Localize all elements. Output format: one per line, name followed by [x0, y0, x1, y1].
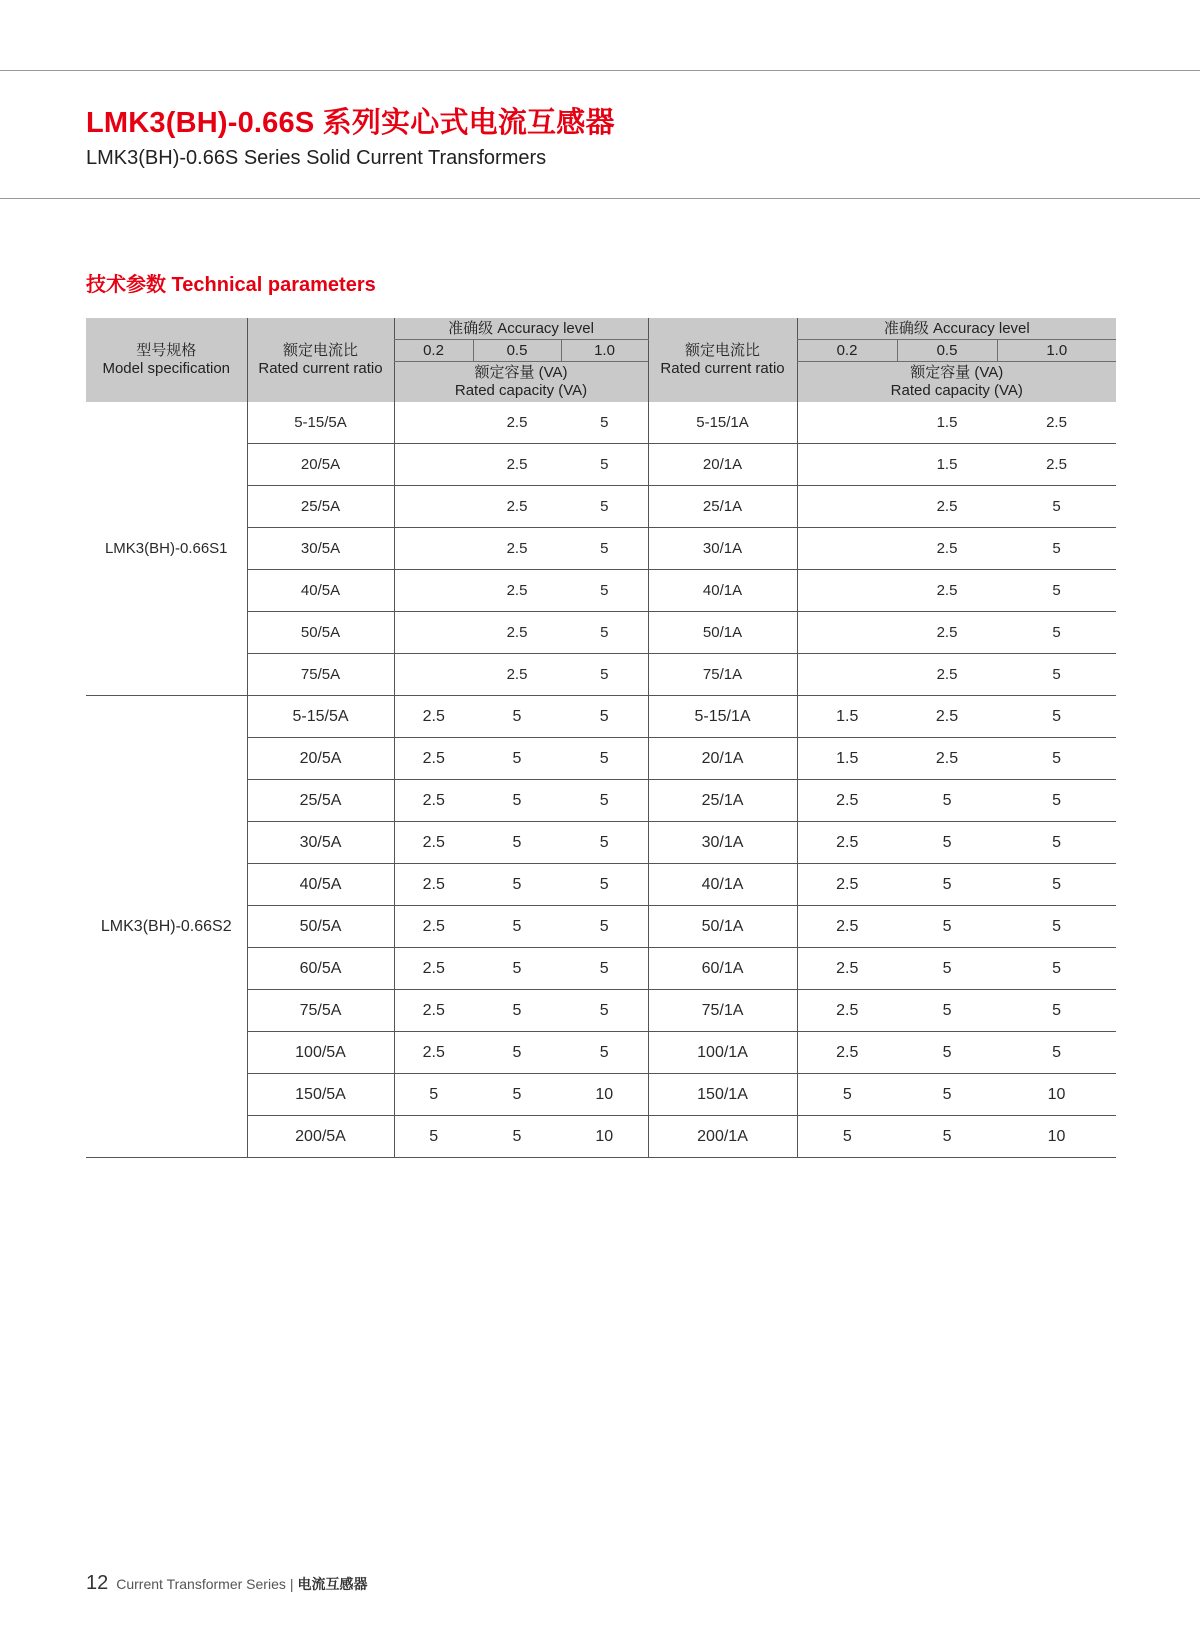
cell-cap-0-2-1a: 2.5: [797, 990, 897, 1032]
header-level-0-5-1a: 0.5: [897, 340, 997, 362]
cell-cap-0-5-1a: 5: [897, 1032, 997, 1074]
cell-cap-1-0-1a: 2.5: [997, 444, 1116, 486]
cell-ratio-5a: 150/5A: [247, 1074, 394, 1116]
page-footer: [86, 1572, 368, 1595]
cell-cap-0-2-5a: [394, 486, 473, 528]
cell-cap-1-0-5a: 5: [561, 738, 648, 780]
cell-cap-1-0-1a: 5: [997, 696, 1116, 738]
cell-ratio-1a: 150/1A: [648, 1074, 797, 1116]
header-level-1-0-1a: 1.0: [997, 340, 1116, 362]
cell-cap-0-5-5a: 5: [473, 948, 561, 990]
cell-cap-0-2-1a: [797, 654, 897, 696]
cell-ratio-5a: 5-15/5A: [247, 402, 394, 444]
cell-ratio-5a: 20/5A: [247, 738, 394, 780]
cell-cap-0-5-5a: 2.5: [473, 402, 561, 444]
cell-cap-0-2-5a: 2.5: [394, 948, 473, 990]
cell-cap-0-2-1a: [797, 612, 897, 654]
cell-cap-0-2-1a: 2.5: [797, 1032, 897, 1074]
cell-cap-1-0-5a: 5: [561, 948, 648, 990]
cell-ratio-5a: 25/5A: [247, 780, 394, 822]
cell-cap-0-5-1a: 2.5: [897, 696, 997, 738]
cell-cap-1-0-1a: 5: [997, 654, 1116, 696]
cell-cap-0-5-5a: 2.5: [473, 654, 561, 696]
cell-cap-0-2-5a: [394, 654, 473, 696]
cell-cap-0-2-1a: [797, 486, 897, 528]
cell-cap-0-2-1a: 5: [797, 1074, 897, 1116]
cell-cap-0-2-1a: 2.5: [797, 948, 897, 990]
cell-cap-0-5-5a: 5: [473, 1074, 561, 1116]
cell-ratio-5a: 50/5A: [247, 906, 394, 948]
cell-cap-0-2-1a: 2.5: [797, 864, 897, 906]
cell-cap-1-0-1a: 5: [997, 990, 1116, 1032]
cell-cap-0-2-5a: 5: [394, 1074, 473, 1116]
cell-cap-1-0-5a: 5: [561, 486, 648, 528]
cell-ratio-5a: 100/5A: [247, 1032, 394, 1074]
cell-cap-1-0-5a: 5: [561, 1032, 648, 1074]
cell-ratio-5a: 60/5A: [247, 948, 394, 990]
cell-cap-0-5-1a: 5: [897, 780, 997, 822]
cell-cap-0-5-5a: 5: [473, 864, 561, 906]
cell-cap-1-0-5a: 5: [561, 906, 648, 948]
cell-ratio-1a: 20/1A: [648, 444, 797, 486]
cell-cap-0-5-5a: 5: [473, 990, 561, 1032]
cell-cap-0-5-1a: 2.5: [897, 486, 997, 528]
cell-cap-1-0-5a: 5: [561, 654, 648, 696]
cell-cap-0-5-1a: 1.5: [897, 444, 997, 486]
model-specification-cell: LMK3(BH)-0.66S2: [86, 696, 247, 1158]
page-title-cn: LMK3(BH)-0.66S 系列实心式电流互感器: [86, 107, 615, 139]
cell-ratio-5a: 25/5A: [247, 486, 394, 528]
cell-cap-1-0-5a: 5: [561, 822, 648, 864]
cell-cap-0-2-1a: 2.5: [797, 822, 897, 864]
cell-cap-0-2-5a: 2.5: [394, 1032, 473, 1074]
footer-separator: |: [289, 1576, 294, 1592]
cell-cap-0-2-1a: 1.5: [797, 696, 897, 738]
cell-cap-0-5-5a: 2.5: [473, 486, 561, 528]
cell-cap-1-0-5a: 10: [561, 1116, 648, 1158]
cell-ratio-1a: 75/1A: [648, 990, 797, 1032]
cell-cap-0-2-1a: [797, 444, 897, 486]
cell-cap-1-0-5a: 10: [561, 1074, 648, 1116]
cell-cap-0-2-1a: [797, 402, 897, 444]
header-accuracy-level-1a: 准确级 Accuracy level: [797, 318, 1116, 340]
cell-cap-0-5-5a: 5: [473, 906, 561, 948]
cell-cap-1-0-5a: 5: [561, 780, 648, 822]
cell-cap-1-0-5a: 5: [561, 990, 648, 1032]
cell-ratio-1a: 50/1A: [648, 906, 797, 948]
cell-ratio-1a: 40/1A: [648, 864, 797, 906]
cell-ratio-5a: 200/5A: [247, 1116, 394, 1158]
cell-cap-1-0-5a: 5: [561, 570, 648, 612]
cell-cap-1-0-1a: 5: [997, 738, 1116, 780]
cell-cap-0-5-1a: 2.5: [897, 738, 997, 780]
cell-ratio-1a: 40/1A: [648, 570, 797, 612]
cell-ratio-1a: 200/1A: [648, 1116, 797, 1158]
header-rated-capacity-1a: 额定容量 (VA) Rated capacity (VA): [797, 362, 1116, 403]
cell-cap-1-0-5a: 5: [561, 444, 648, 486]
cell-cap-0-5-5a: 5: [473, 738, 561, 780]
cell-cap-1-0-1a: 5: [997, 864, 1116, 906]
header-rated-current-ratio-1a: 额定电流比 Rated current ratio: [648, 318, 797, 402]
cell-ratio-1a: 100/1A: [648, 1032, 797, 1074]
cell-ratio-1a: 75/1A: [648, 654, 797, 696]
cell-ratio-1a: 30/1A: [648, 822, 797, 864]
cell-ratio-1a: 50/1A: [648, 612, 797, 654]
cell-cap-1-0-5a: 5: [561, 528, 648, 570]
cell-cap-0-2-5a: [394, 612, 473, 654]
cell-cap-0-2-1a: [797, 570, 897, 612]
header-accuracy-level-5a: 准确级 Accuracy level: [394, 318, 648, 340]
cell-ratio-1a: 25/1A: [648, 780, 797, 822]
cell-ratio-1a: 30/1A: [648, 528, 797, 570]
cell-cap-0-2-5a: 5: [394, 1116, 473, 1158]
cell-cap-1-0-5a: 5: [561, 696, 648, 738]
cell-cap-1-0-1a: 5: [997, 570, 1116, 612]
cell-cap-0-5-1a: 2.5: [897, 528, 997, 570]
cell-cap-0-2-5a: 2.5: [394, 864, 473, 906]
table-row: [86, 402, 1116, 444]
page-number: 12: [86, 1572, 109, 1594]
header-bottom-rule: [0, 198, 1200, 199]
cell-cap-0-2-1a: 5: [797, 1116, 897, 1158]
top-rule: [0, 70, 1200, 71]
cell-cap-0-5-1a: 5: [897, 1074, 997, 1116]
cell-cap-1-0-5a: 5: [561, 402, 648, 444]
cell-ratio-1a: 60/1A: [648, 948, 797, 990]
cell-cap-1-0-1a: 5: [997, 780, 1116, 822]
cell-cap-0-5-1a: 5: [897, 906, 997, 948]
cell-cap-0-5-5a: 2.5: [473, 612, 561, 654]
page-title-en: LMK3(BH)-0.66S Series Solid Current Transformers: [86, 147, 547, 169]
table-body: [86, 402, 1116, 1158]
cell-cap-0-2-1a: [797, 528, 897, 570]
cell-ratio-5a: 5-15/5A: [247, 696, 394, 738]
cell-cap-0-2-5a: 2.5: [394, 906, 473, 948]
cell-ratio-5a: 30/5A: [247, 822, 394, 864]
cell-cap-0-5-1a: 5: [897, 948, 997, 990]
header-rated-current-ratio-5a: 额定电流比 Rated current ratio: [247, 318, 394, 402]
cell-cap-0-5-1a: 5: [897, 864, 997, 906]
cell-cap-0-5-5a: 5: [473, 780, 561, 822]
cell-cap-1-0-1a: 5: [997, 822, 1116, 864]
cell-ratio-5a: 30/5A: [247, 528, 394, 570]
cell-cap-1-0-1a: 5: [997, 486, 1116, 528]
cell-cap-0-2-5a: 2.5: [394, 696, 473, 738]
cell-cap-0-2-5a: 2.5: [394, 822, 473, 864]
cell-cap-0-2-5a: 2.5: [394, 780, 473, 822]
cell-cap-1-0-1a: 5: [997, 906, 1116, 948]
header-level-0-2-1a: 0.2: [797, 340, 897, 362]
cell-cap-0-5-5a: 5: [473, 822, 561, 864]
cell-cap-0-5-5a: 5: [473, 696, 561, 738]
footer-series-cn: 电流互感器: [297, 1576, 368, 1592]
cell-cap-0-2-5a: 2.5: [394, 738, 473, 780]
cell-cap-0-5-5a: 5: [473, 1032, 561, 1074]
cell-cap-0-5-1a: 2.5: [897, 612, 997, 654]
cell-cap-0-2-5a: [394, 570, 473, 612]
cell-cap-1-0-5a: 5: [561, 864, 648, 906]
cell-cap-0-5-1a: 2.5: [897, 654, 997, 696]
header-model-specification: 型号规格 Model specification: [86, 318, 247, 402]
cell-ratio-5a: 40/5A: [247, 864, 394, 906]
cell-cap-1-0-1a: 5: [997, 528, 1116, 570]
cell-cap-1-0-1a: 5: [997, 612, 1116, 654]
section-title: 技术参数 Technical parameters: [86, 274, 376, 296]
cell-ratio-5a: 40/5A: [247, 570, 394, 612]
cell-cap-0-5-1a: 5: [897, 1116, 997, 1158]
cell-cap-1-0-5a: 5: [561, 612, 648, 654]
cell-cap-0-5-1a: 2.5: [897, 570, 997, 612]
cell-cap-1-0-1a: 2.5: [997, 402, 1116, 444]
header-level-0-2-5a: 0.2: [394, 340, 473, 362]
cell-cap-0-5-1a: 1.5: [897, 402, 997, 444]
header-level-0-5-5a: 0.5: [473, 340, 561, 362]
cell-cap-0-5-1a: 5: [897, 990, 997, 1032]
cell-ratio-5a: 75/5A: [247, 654, 394, 696]
cell-ratio-5a: 50/5A: [247, 612, 394, 654]
cell-cap-0-5-5a: 2.5: [473, 444, 561, 486]
cell-cap-0-2-5a: [394, 444, 473, 486]
cell-ratio-5a: 75/5A: [247, 990, 394, 1032]
cell-cap-0-5-5a: 2.5: [473, 528, 561, 570]
footer-series-en: Current Transformer Series: [116, 1576, 286, 1592]
technical-parameters-table: [86, 318, 1116, 1158]
cell-cap-0-5-5a: 5: [473, 1116, 561, 1158]
cell-cap-1-0-1a: 10: [997, 1116, 1116, 1158]
cell-cap-1-0-1a: 5: [997, 1032, 1116, 1074]
cell-ratio-1a: 5-15/1A: [648, 402, 797, 444]
cell-ratio-1a: 25/1A: [648, 486, 797, 528]
cell-cap-0-2-1a: 2.5: [797, 906, 897, 948]
cell-cap-0-2-5a: 2.5: [394, 990, 473, 1032]
header-rated-capacity-5a: 额定容量 (VA) Rated capacity (VA): [394, 362, 648, 403]
table-row: [86, 696, 1116, 738]
cell-ratio-1a: 20/1A: [648, 738, 797, 780]
cell-cap-0-2-5a: [394, 528, 473, 570]
cell-ratio-1a: 5-15/1A: [648, 696, 797, 738]
cell-ratio-5a: 20/5A: [247, 444, 394, 486]
cell-cap-1-0-1a: 10: [997, 1074, 1116, 1116]
cell-cap-1-0-1a: 5: [997, 948, 1116, 990]
cell-cap-0-2-1a: 2.5: [797, 780, 897, 822]
cell-cap-0-2-5a: [394, 402, 473, 444]
cell-cap-0-5-1a: 5: [897, 822, 997, 864]
header-level-1-0-5a: 1.0: [561, 340, 648, 362]
model-specification-cell: LMK3(BH)-0.66S1: [86, 402, 247, 696]
cell-cap-0-5-5a: 2.5: [473, 570, 561, 612]
cell-cap-0-2-1a: 1.5: [797, 738, 897, 780]
